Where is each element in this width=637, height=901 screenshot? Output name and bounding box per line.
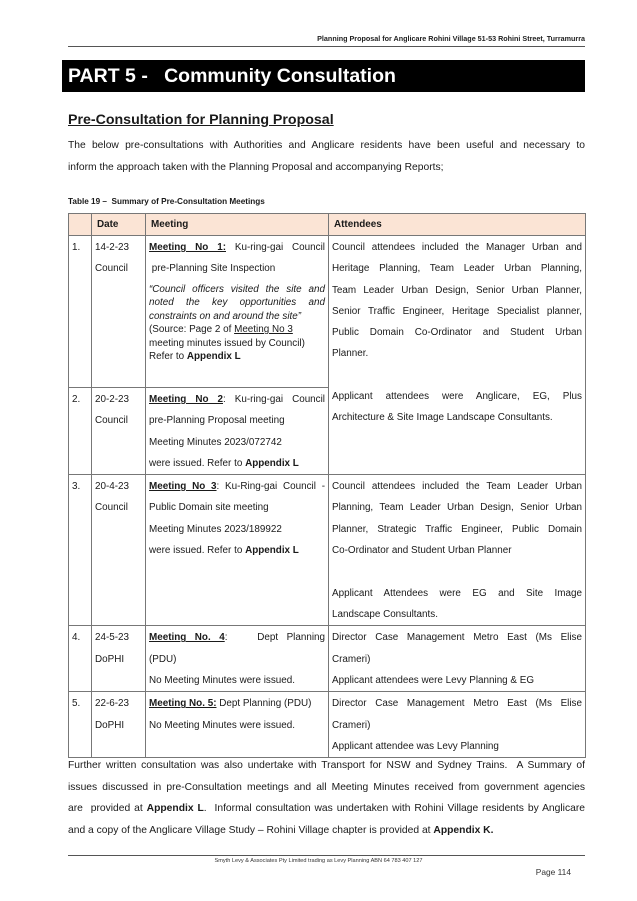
- header-rule: [68, 46, 585, 47]
- closing-line: and a copy of the Anglicare Village Study – Rohini Village chapter is provided at Appendix K.: [68, 824, 494, 836]
- table-header-row: [69, 214, 586, 236]
- header-attendees: Attendees: [329, 214, 586, 236]
- meeting-label: Meeting No 3: [149, 481, 217, 493]
- part-label: PART 5 -: [68, 65, 148, 87]
- row-number: 1.: [69, 236, 92, 388]
- meeting-label: Meeting No. 5:: [149, 698, 217, 710]
- row-attendees: Council attendees included the Team Leader Urban Planning, Team Leader Urban Design, Senior Urban Planner, Strategic Traffic Engineer, Public Domain Co-Ordinator and Student Urban Planner Applicant Attendees were EG and Site Image Landscape Consultants.: [329, 475, 586, 626]
- header-meeting: Meeting: [146, 214, 329, 236]
- meeting-refer: Refer to Appendix L: [149, 351, 241, 363]
- row-date: 20-4-23 Council: [92, 475, 146, 626]
- row-date: 22-6-23 DoPHI: [92, 692, 146, 758]
- part-title: Community Consultation: [164, 65, 396, 87]
- closing-line: are provided at Appendix L. Informal consultation was undertaken with Rohini Village residents by Anglicare: [68, 803, 585, 815]
- row-number: 2.: [69, 388, 92, 475]
- footer-rule: [68, 855, 585, 856]
- meeting-label: Meeting No. 4: [149, 632, 225, 644]
- row-number: 4.: [69, 626, 92, 692]
- row-meeting: Meeting No 2: Ku-ring-gai Council pre-Planning Proposal meeting Meeting Minutes 2023/072742 were issued. Refer to Appendix L: [146, 388, 329, 475]
- footer-company: Smyth Levy & Associates Pty Limited trading as Levy Planning ABN 64 783 407 127: [214, 858, 423, 864]
- table-row: [69, 692, 586, 758]
- closing-paragraph: [68, 755, 585, 841]
- row-meeting: Meeting No. 5: Dept Planning (PDU) No Meeting Minutes were issued.: [146, 692, 329, 758]
- table-row: [69, 626, 586, 692]
- meeting-label: Meeting No 1:: [149, 242, 226, 253]
- row-meeting: Meeting No. 4: Dept Planning (PDU) No Meeting Minutes were issued.: [146, 626, 329, 692]
- meeting-source: (Source: Page 2 of Meeting No 3 meeting minutes issued by Council): [149, 324, 305, 349]
- row-attendees: Director Case Management Metro East (Ms Elise Crameri) Applicant attendees were Levy Planning & EG: [329, 626, 586, 692]
- part-banner: [62, 60, 585, 92]
- table-row: [69, 236, 586, 388]
- appendix-l-ref: Appendix L: [146, 803, 204, 815]
- section-heading: Pre-Consultation for Planning Proposal: [68, 112, 334, 128]
- table-row: [69, 475, 586, 626]
- row-attendees: Director Case Management Metro East (Ms Elise Crameri) Applicant attendee was Levy Planning: [329, 692, 586, 758]
- shared-attendees: Council attendees included the Manager Urban and Heritage Planning, Team Leader Urban Planning, Team Leader Urban Design, Senior Urban Planner, Senior Traffic Engineer, Heritage Specialist planner, Public Domain Co-Ordinator and Student Urban Planner. Applicant attendees were Anglicare, EG, Plus Architecture & Site Image Landscape Consultants.: [329, 236, 586, 475]
- closing-line: issues discussed in pre-Consultation meetings and all Meeting Minutes received from government agencies: [68, 781, 585, 793]
- table-caption: Table 19 – Summary of Pre-Consultation Meetings: [68, 197, 265, 206]
- intro-paragraph: [68, 135, 585, 179]
- meeting-quote: “Council officers visited the site and noted the key opportunities and constraints on and around the site”: [149, 283, 325, 322]
- appendix-k-ref: Appendix K.: [433, 824, 494, 836]
- header-number: [69, 214, 92, 236]
- date-value: 14-2-23: [95, 242, 130, 253]
- date-authority: Council: [95, 263, 128, 275]
- running-header: Planning Proposal for Anglicare Rohini Village 51-53 Rohini Street, Turramurra: [317, 34, 585, 43]
- closing-line: Further written consultation was also undertake with Transport for NSW and Sydney Trains. A Summary of: [68, 760, 585, 771]
- header-date: Date: [92, 214, 146, 236]
- meeting-label: Meeting No 2: [149, 394, 223, 405]
- row-date: 24-5-23 DoPHI: [92, 626, 146, 692]
- row-number: 3.: [69, 475, 92, 626]
- row-number: 5.: [69, 692, 92, 758]
- row-date: [92, 236, 146, 388]
- row-meeting: Meeting No 3: Ku-Ring-gai Council - Public Domain site meeting Meeting Minutes 2023/189922 were issued. Refer to Appendix L: [146, 475, 329, 626]
- meetings-table: [68, 213, 586, 758]
- intro-line: inform the approach taken with the Planning Proposal and accompanying Reports;: [68, 162, 444, 173]
- row-meeting: Meeting No 1: Ku-ring-gai Council pre-Planning Site Inspection “Council officers visited the site and noted the key opportunities and constraints on and around the site” (Source: Page 2 of Meeting No 3 meeting minutes issued by Council) Refer to Appendix L: [146, 236, 329, 388]
- intro-line: The below pre-consultations with Authorities and Anglicare residents have been useful and necessary to: [68, 140, 585, 151]
- row-date: 20-2-23 Council: [92, 388, 146, 475]
- page-number: Page 114: [535, 867, 571, 877]
